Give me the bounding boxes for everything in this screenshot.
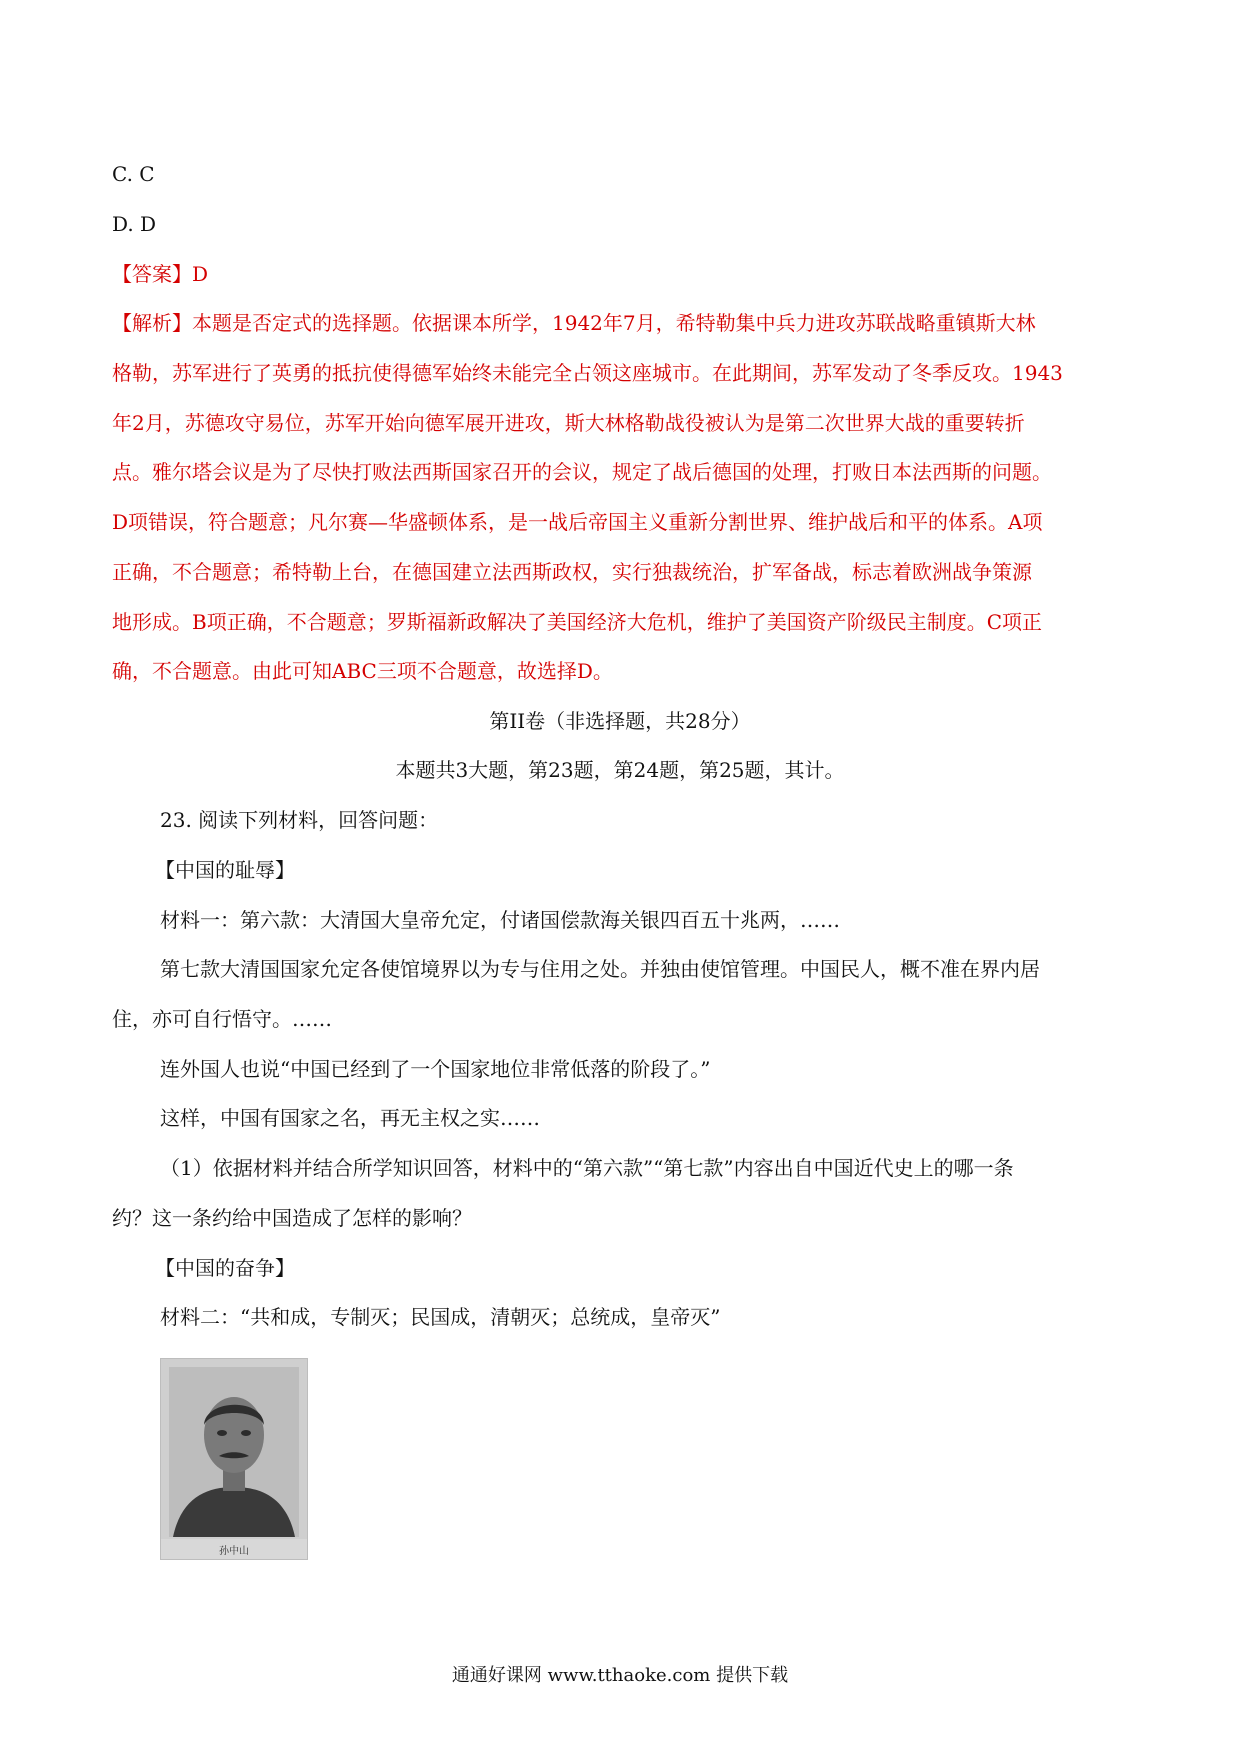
material-1-line-2: 第七款大清国国家允定各使馆境界以为专与住用之处。并独由使馆管理。中国民人，概不准在界内居	[160, 957, 1040, 981]
footer-text: 通通好课网 www.tthaoke.com 提供下载	[451, 1665, 789, 1686]
section-subtitle: 本题共3大题，第23题，第24题，第25题，其计。	[395, 758, 845, 782]
analysis-line-1: 【解析】本题是否定式的选择题。依据课本所学，1942年7月，希特勒集中兵力进攻苏联战略重镇斯大林	[112, 311, 1036, 335]
analysis-line-2: 格勒，苏军进行了英勇的抵抗使得德军始终未能完全占领这座城市。在此期间，苏军发动了冬季反攻。1943	[112, 361, 1063, 385]
photo-caption: 孙中山	[219, 1546, 249, 1557]
heading-china-shame: 【中国的耻辱】	[155, 858, 295, 882]
analysis-line-7: 地形成。B项正确，不合题意；罗斯福新政解决了美国经济大危机，维护了美国资产阶级民主制度。C项正	[112, 610, 1042, 634]
answer-line: 【答案】D	[112, 262, 209, 286]
material-2-text: 材料二：“共和成，专制灭；民国成，清朝灭；总统成，皇帝灭”	[160, 1305, 721, 1329]
portrait-drawing	[161, 1359, 307, 1559]
question-1-line-2: 约？这一条约给中国造成了怎样的影响？	[112, 1206, 472, 1230]
portrait-photo	[160, 1358, 308, 1560]
option-c: C. C	[112, 162, 155, 186]
question-23-intro: 23. 阅读下列材料，回答问题：	[160, 808, 439, 832]
analysis-line-3: 年2月，苏德攻守易位，苏军开始向德军展开进攻，斯大林格勒战役被认为是第二次世界大战的重要转折	[112, 411, 1025, 435]
heading-china-struggle: 【中国的奋争】	[155, 1256, 295, 1280]
analysis-line-4: 点。雅尔塔会议是为了尽快打败法西斯国家召开的会议，规定了战后德国的处理，打败日本法西斯的问题。	[112, 460, 1052, 484]
section-title: 第II卷（非选择题，共28分）	[489, 709, 751, 733]
material-1-line-3: 住，亦可自行悟守。……	[112, 1007, 332, 1031]
analysis-line-6: 正确，不合题意；希特勒上台，在德国建立法西斯政权，实行独裁统治，扩军备战，标志着欧洲战争策源	[112, 560, 1032, 584]
analysis-line-8: 确，不合题意。由此可知ABC三项不合题意，故选择D。	[112, 659, 613, 683]
material-1-line-4: 连外国人也说“中国已经到了一个国家地位非常低落的阶段了。”	[160, 1057, 711, 1081]
option-d: D. D	[112, 212, 157, 236]
analysis-line-5: D项错误，符合题意；凡尔赛—华盛顿体系，是一战后帝国主义重新分割世界、维护战后和平的体系。A项	[112, 510, 1043, 534]
question-1-line-1: （1）依据材料并结合所学知识回答，材料中的“第六款”“第七款”内容出自中国近代史上的哪一条	[160, 1156, 1014, 1180]
material-1-line-1: 材料一：第六款：大清国大皇帝允定，付诸国偿款海关银四百五十兆两，……	[160, 908, 840, 932]
material-1-line-5: 这样，中国有国家之名，再无主权之实……	[160, 1106, 540, 1130]
